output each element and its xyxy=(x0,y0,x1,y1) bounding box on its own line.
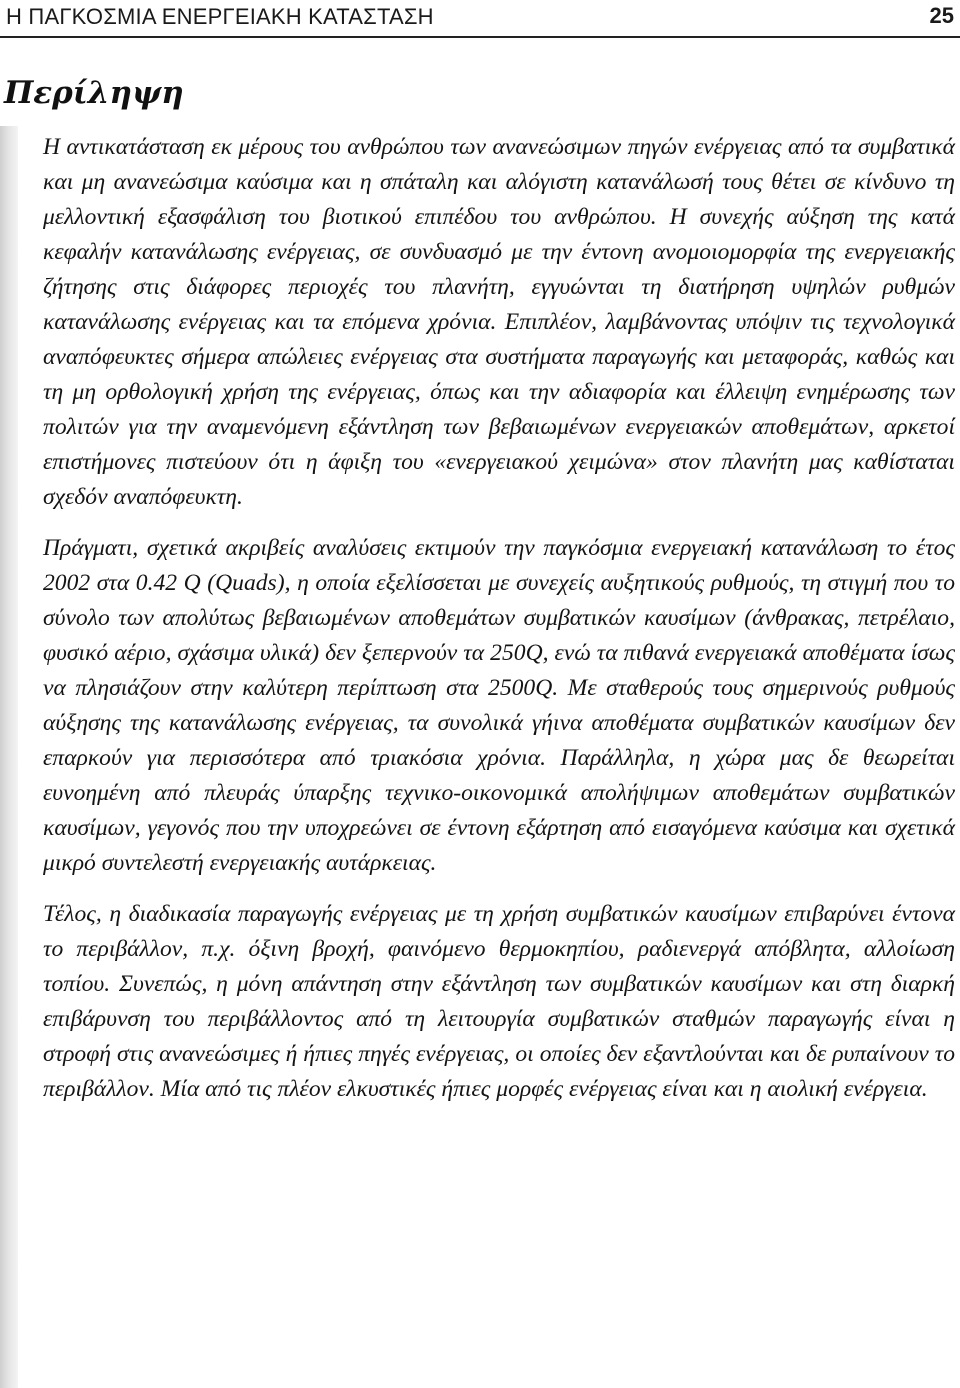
side-shading-bar xyxy=(0,126,18,1388)
page-header xyxy=(0,0,960,38)
section-title: Περίληψη xyxy=(4,75,184,111)
page-number: 25 xyxy=(929,3,954,28)
running-title: Η ΠΑΓΚΟΣΜΙΑ ΕΝΕΡΓΕΙΑΚΗ ΚΑΤΑΣΤΑΣΗ xyxy=(6,4,434,29)
paragraph-3: Τέλος, η διαδικασία παραγωγής ενέργειας με τη χρήση συμβατικών καυσίμων επιβαρύνει έντονα το περιβάλλον, π.χ. όξινη βροχή, φαινόμενο θερμοκηπίου, ραδιενεργά απόβλητα, αλλοίωση τοπίου. Συνεπώς, η μόνη απάντηση στην εξάντληση των συμβατικών καυσίμων και στη διαρκή επιβάρυνση του περιβάλλοντος από τη λειτουργία συμβατικών σταθμών παραγωγής είναι η στροφή στις ανανεώσιμες ή ήπιες πηγές ενέργειας, οι οποίες δεν εξαντλούνται και δε ρυπαίνουν το περιβάλλον. Μία από τις πλέον ελκυστικές ήπιες μορφές ενέργειας είναι και η αιολική ενέργεια. xyxy=(43,901,955,1102)
paragraph-2: Πράγματι, σχετικά ακριβείς αναλύσεις εκτιμούν την παγκόσμια ενεργειακή κατανάλωση το έτος 2002 στα 0.42 Q (Quads), η οποία εξελίσσεται με συνεχείς αυξητικούς ρυθμούς, τη στιγμή που το σύνολο των απολύτως βεβαιωμένων αποθεμάτων συμβατικών καυσίμων (άνθρακας, πετρέλαιο, φυσικό αέριο, σχάσιμα υλικά) δεν ξεπερνούν τα 250Q, ενώ τα πιθανά ενεργειακά αποθέματα ίσως να πλησιάζουν στην καλύτερη περίπτωση στα 2500Q. Με σταθερούς τους σημερινούς ρυθμούς αύξησης της κατανάλωσης ενέργειας, τα συνολικά γήινα αποθέματα συμβατικών καυσίμων δεν επαρκούν για περισσότερα από τριακόσια χρόνια. Παράλληλα, η χώρα μας δε θεωρείται ευνοημένη από πλευράς ύπαρξης τεχνικο-οικονομικά απολήψιμων αποθεμάτων συμβατικών καυσίμων, γεγονός που την υποχρεώνει σε έντονη εξάρτηση από εισαγόμενα καύσιμα και σχετικά μικρό συντελεστή ενεργειακής αυτάρκειας. xyxy=(43,535,955,876)
paragraph-1: Η αντικατάσταση εκ μέρους του ανθρώπου των ανανεώσιμων πηγών ενέργειας από τα συμβατικά και μη ανανεώσιμα καύσιμα και η σπάταλη και αλόγιστη κατανάλωσή τους θέτει σε κίνδυνο τη μελλοντική εξασφάλιση του βιοτικού επιπέδου του ανθρώπου. Η συνεχής αύξηση της κατά κεφαλήν κατανάλωσης ενέργειας, σε συνδυασμό με την έντονη ανομοιομορφία της ενεργειακής ζήτησης στις διάφορες περιοχές του πλανήτη, εγγυώνται τη διατήρηση υψηλών ρυθμών κατανάλωσης ενέργειας και τα επόμενα χρόνια. Επιπλέον, λαμβάνοντας υπόψιν τις τεχνολογικά αναπόφευκτες σήμερα απώλειες ενέργειας στα συστήματα παραγωγής και μεταφοράς, καθώς και τη μη ορθολογική χρήση της ενέργειας, όπως και την αδιαφορία και έλλειψη ενημέρωσης των πολιτών για την αναμενόμενη εξάντληση των βεβαιωμένων ενεργειακών αποθεμάτων, αρκετοί επιστήμονες πιστεύουν ότι η άφιξη του «ενεργειακού χειμώνα» στον πλανήτη μας καθίσταται σχεδόν αναπόφευκτη. xyxy=(43,134,955,510)
abstract-body xyxy=(43,130,955,1107)
